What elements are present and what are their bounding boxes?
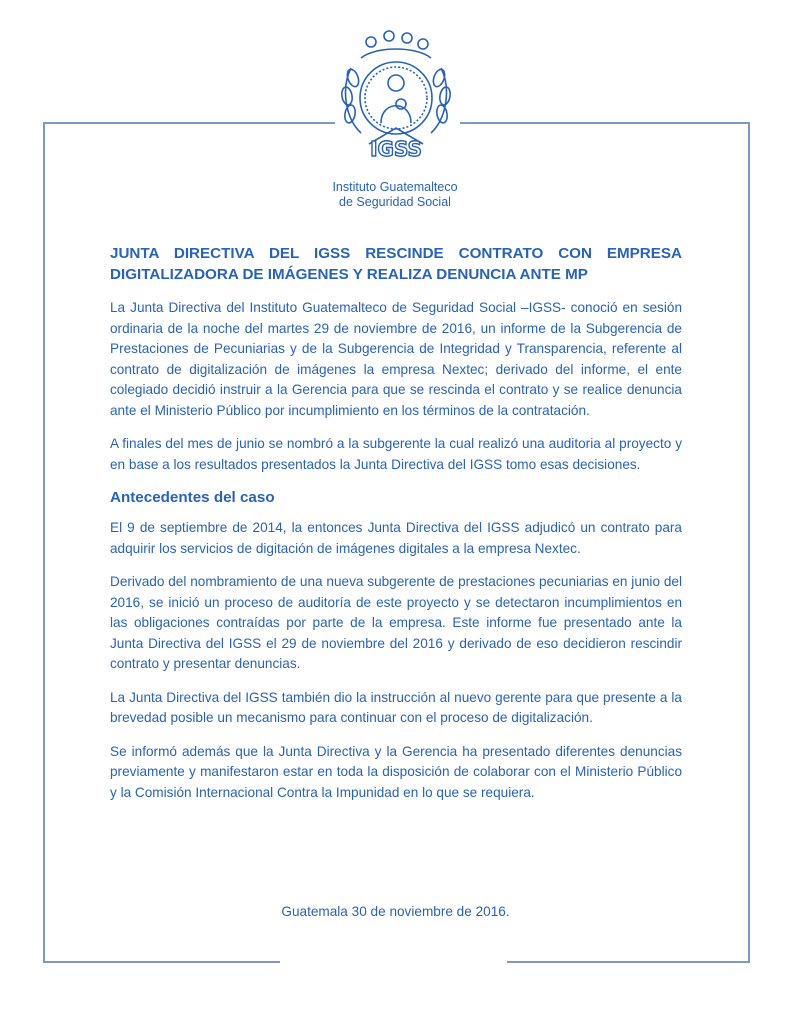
- paragraph-1: La Junta Directiva del Instituto Guatemalteco de Seguridad Social –IGSS- conoció en sesión ordinaria de la noche del martes 29 de noviembre de 2016, un informe de la Subgerencia de Prestaciones de Pecuniarias y de la Subgerencia de Integridad y Transparencia, referente al contrato de digitalización de imágenes la empresa Nextec; derivado del informe, el ente colegiado decidió instruir a la Gerencia para que se rescinda el contrato y se realice denuncia ante el Ministerio Público por incumplimiento en los términos de la contratación.: [110, 300, 682, 418]
- logo-brand-text: IGSS: [370, 137, 422, 160]
- frame-right-line: [748, 122, 750, 963]
- section-heading: Antecedentes del caso: [110, 489, 275, 506]
- section-paragraph-2: Derivado del nombramiento de una nueva subgerente de prestaciones pecuniarias en junio del 2016, se inició un proceso de auditoría de este proyecto y se detectaron incumplimientos en las obligaciones contraídas por parte de la empresa. Este informe fue presentado ante la Junta Directiva del IGSS el 29 de noviembre del 2016 y derivado de eso decidieron rescindir contrato y presentar denuncias.: [110, 574, 682, 671]
- paragraph-2: A finales del mes de junio se nombró a la subgerente la cual realizó una auditoria al proyecto y en base a los resultados presentados la Junta Directiva del IGSS tomo esas decisiones.: [110, 436, 682, 472]
- date-line: Guatemala 30 de noviembre de 2016.: [281, 904, 510, 919]
- press-release-title: JUNTA DIRECTIVA DEL IGSS RESCINDE CONTRATO CON EMPRESA DIGITALIZADORA DE IMÁGENES Y REALIZA DENUNCIA ANTE MP: [110, 245, 682, 283]
- frame-top-left-line: [43, 122, 335, 124]
- frame-top-right-line: [460, 122, 750, 124]
- institution-name-line1: Instituto Guatemalteco: [332, 180, 458, 194]
- section-paragraph-4: Se informó además que la Junta Directiva y la Gerencia ha presentado diferentes denuncias previamente y manifestaron estar en toda la disposición de colaborar con el Ministerio Público y la Comisión Internacional Contra la Impunidad en lo que se requiera.: [110, 743, 682, 800]
- institution-name-line2: de Seguridad Social: [339, 195, 451, 209]
- igss-logo: [331, 28, 461, 160]
- frame-bottom-left-line: [43, 961, 280, 963]
- frame-left-line: [43, 122, 45, 963]
- press-release-body: [110, 243, 682, 816]
- frame-bottom-right-line: [507, 961, 750, 963]
- section-paragraph-1: El 9 de septiembre de 2014, la entonces Junta Directiva del IGSS adjudicó un contrato para adquirir los servicios de digitación de imágenes digitales a la empresa Nextec.: [110, 520, 682, 556]
- institution-name: [300, 180, 490, 210]
- section-paragraph-3: La Junta Directiva del IGSS también dio la instrucción al nuevo gerente para que presente a la brevedad posible un mecanismo para continuar con el proceso de digitalización.: [110, 689, 682, 725]
